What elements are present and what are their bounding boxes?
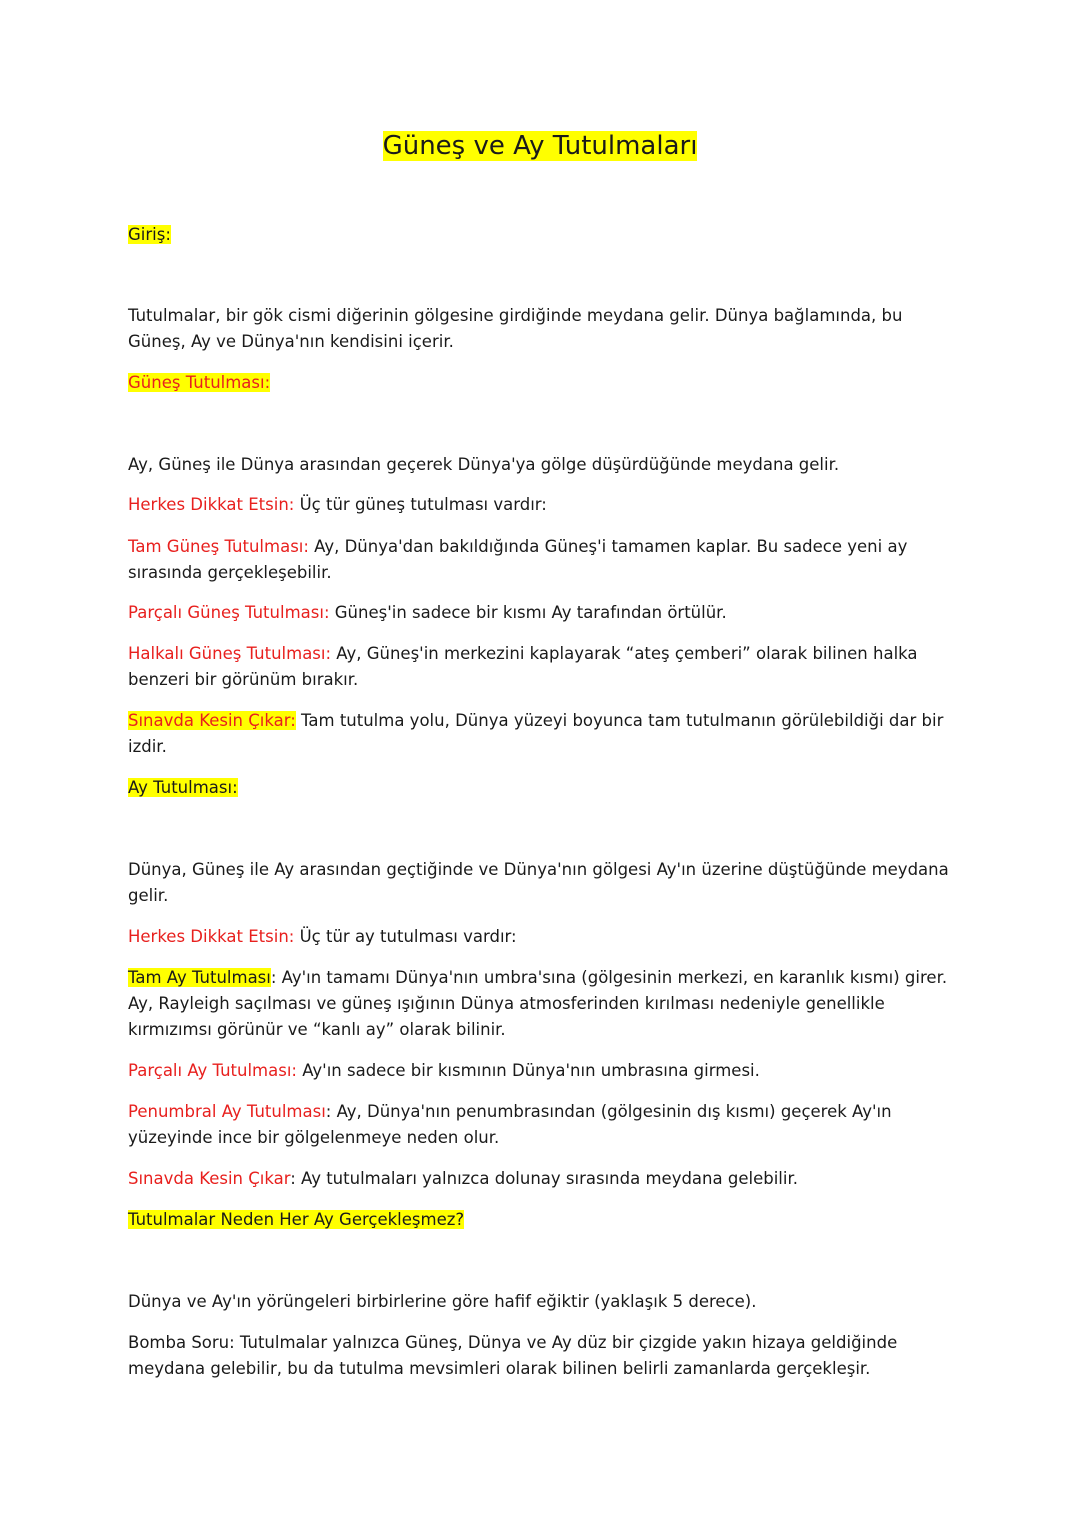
total-solar-label: Tam Güneş Tutulması: (128, 537, 309, 556)
partial-solar-label: Parçalı Güneş Tutulması: (128, 603, 330, 622)
solar-heading: Güneş Tutulması: (128, 373, 271, 392)
solar-exam: Sınavda Kesin Çıkar: Tam tutulma yolu, Dünya yüzeyi boyunca tam tutulmanın görülebildiği dar bir izdir. (128, 711, 944, 756)
attention-label: Herkes Dikkat Etsin: (128, 495, 295, 514)
page-title (0, 128, 1080, 164)
partial-lunar-label: Parçalı Ay Tutulması: (128, 1061, 297, 1080)
lunar-penumbral: Penumbral Ay Tutulması: Ay, Dünya'nın penumbrasından (gölgesinin dış kısmı) geçerek Ay'ın yüzeyinde ince bir gölgelenmeye neden olur. (128, 1102, 892, 1147)
lunar-exam: Sınavda Kesin Çıkar: Ay tutulmaları yalnızca dolunay sırasında meydana gelebilir. (128, 1169, 798, 1188)
solar-annular: Halkalı Güneş Tutulması: Ay, Güneş'in merkezini kaplayarak “ateş çemberi” olarak bilinen halka benzeri bir görünüm bırakır. (128, 644, 918, 689)
solar-paragraph: Ay, Güneş ile Dünya arasından geçerek Dünya'ya gölge düşürdüğünde meydana gelir. (128, 455, 840, 474)
penumbral-lunar-label: Penumbral Ay Tutulması (128, 1102, 326, 1121)
exam-label: Sınavda Kesin Çıkar (128, 1169, 291, 1188)
annular-solar-label: Halkalı Güneş Tutulması: (128, 644, 332, 663)
intro-paragraph: Tutulmalar, bir gök cismi diğerinin gölgesine girdiğinde meydana gelir. Dünya bağlamında, bu Güneş, Ay ve Dünya'nın kendisini içerir. (128, 306, 903, 351)
why-paragraph: Dünya ve Ay'ın yörüngeleri birbirlerine göre hafif eğiktir (yaklaşık 5 derece). (128, 1292, 757, 1311)
lunar-heading: Ay Tutulması: (128, 778, 238, 797)
title-text: Güneş ve Ay Tutulmaları (382, 131, 698, 161)
lunar-attention: Herkes Dikkat Etsin: Üç tür ay tutulması vardır: (128, 927, 517, 946)
total-lunar-label: Tam Ay Tutulması (128, 968, 271, 987)
attention-label: Herkes Dikkat Etsin: (128, 927, 295, 946)
intro-heading: Giriş: (128, 225, 171, 244)
solar-attention: Herkes Dikkat Etsin: Üç tür güneş tutulması vardır: (128, 495, 547, 514)
lunar-paragraph: Dünya, Güneş ile Ay arasından geçtiğinde ve Dünya'nın gölgesi Ay'ın üzerine düştüğünde meydana gelir. (128, 860, 949, 905)
exam-label: Sınavda Kesin Çıkar: (128, 711, 296, 730)
solar-partial: Parçalı Güneş Tutulması: Güneş'in sadece bir kısmı Ay tarafından örtülür. (128, 603, 727, 622)
lunar-total: Tam Ay Tutulması: Ay'ın tamamı Dünya'nın umbra'sına (gölgesinin merkezi, en karanlık kısmı) girer. Ay, Rayleigh saçılması ve güneş ışığının Dünya atmosferinden kırılması nedeniyle genellikle kırmızımsı görünür ve “kanlı ay” olarak bilinir. (128, 968, 948, 1039)
bonus-question: Bomba Soru: Tutulmalar yalnızca Güneş, Dünya ve Ay düz bir çizgide yakın hizaya geldiğinde meydana gelebilir, bu da tutulma mevsimleri olarak bilinen belirli zamanlarda gerçekleşir. (128, 1333, 898, 1378)
why-heading: Tutulmalar Neden Her Ay Gerçekleşmez? (128, 1210, 465, 1229)
solar-total: Tam Güneş Tutulması: Ay, Dünya'dan bakıldığında Güneş'i tamamen kaplar. Bu sadece yeni ay sırasında gerçekleşebilir. (128, 537, 908, 582)
lunar-partial: Parçalı Ay Tutulması: Ay'ın sadece bir kısmının Dünya'nın umbrasına girmesi. (128, 1061, 760, 1080)
